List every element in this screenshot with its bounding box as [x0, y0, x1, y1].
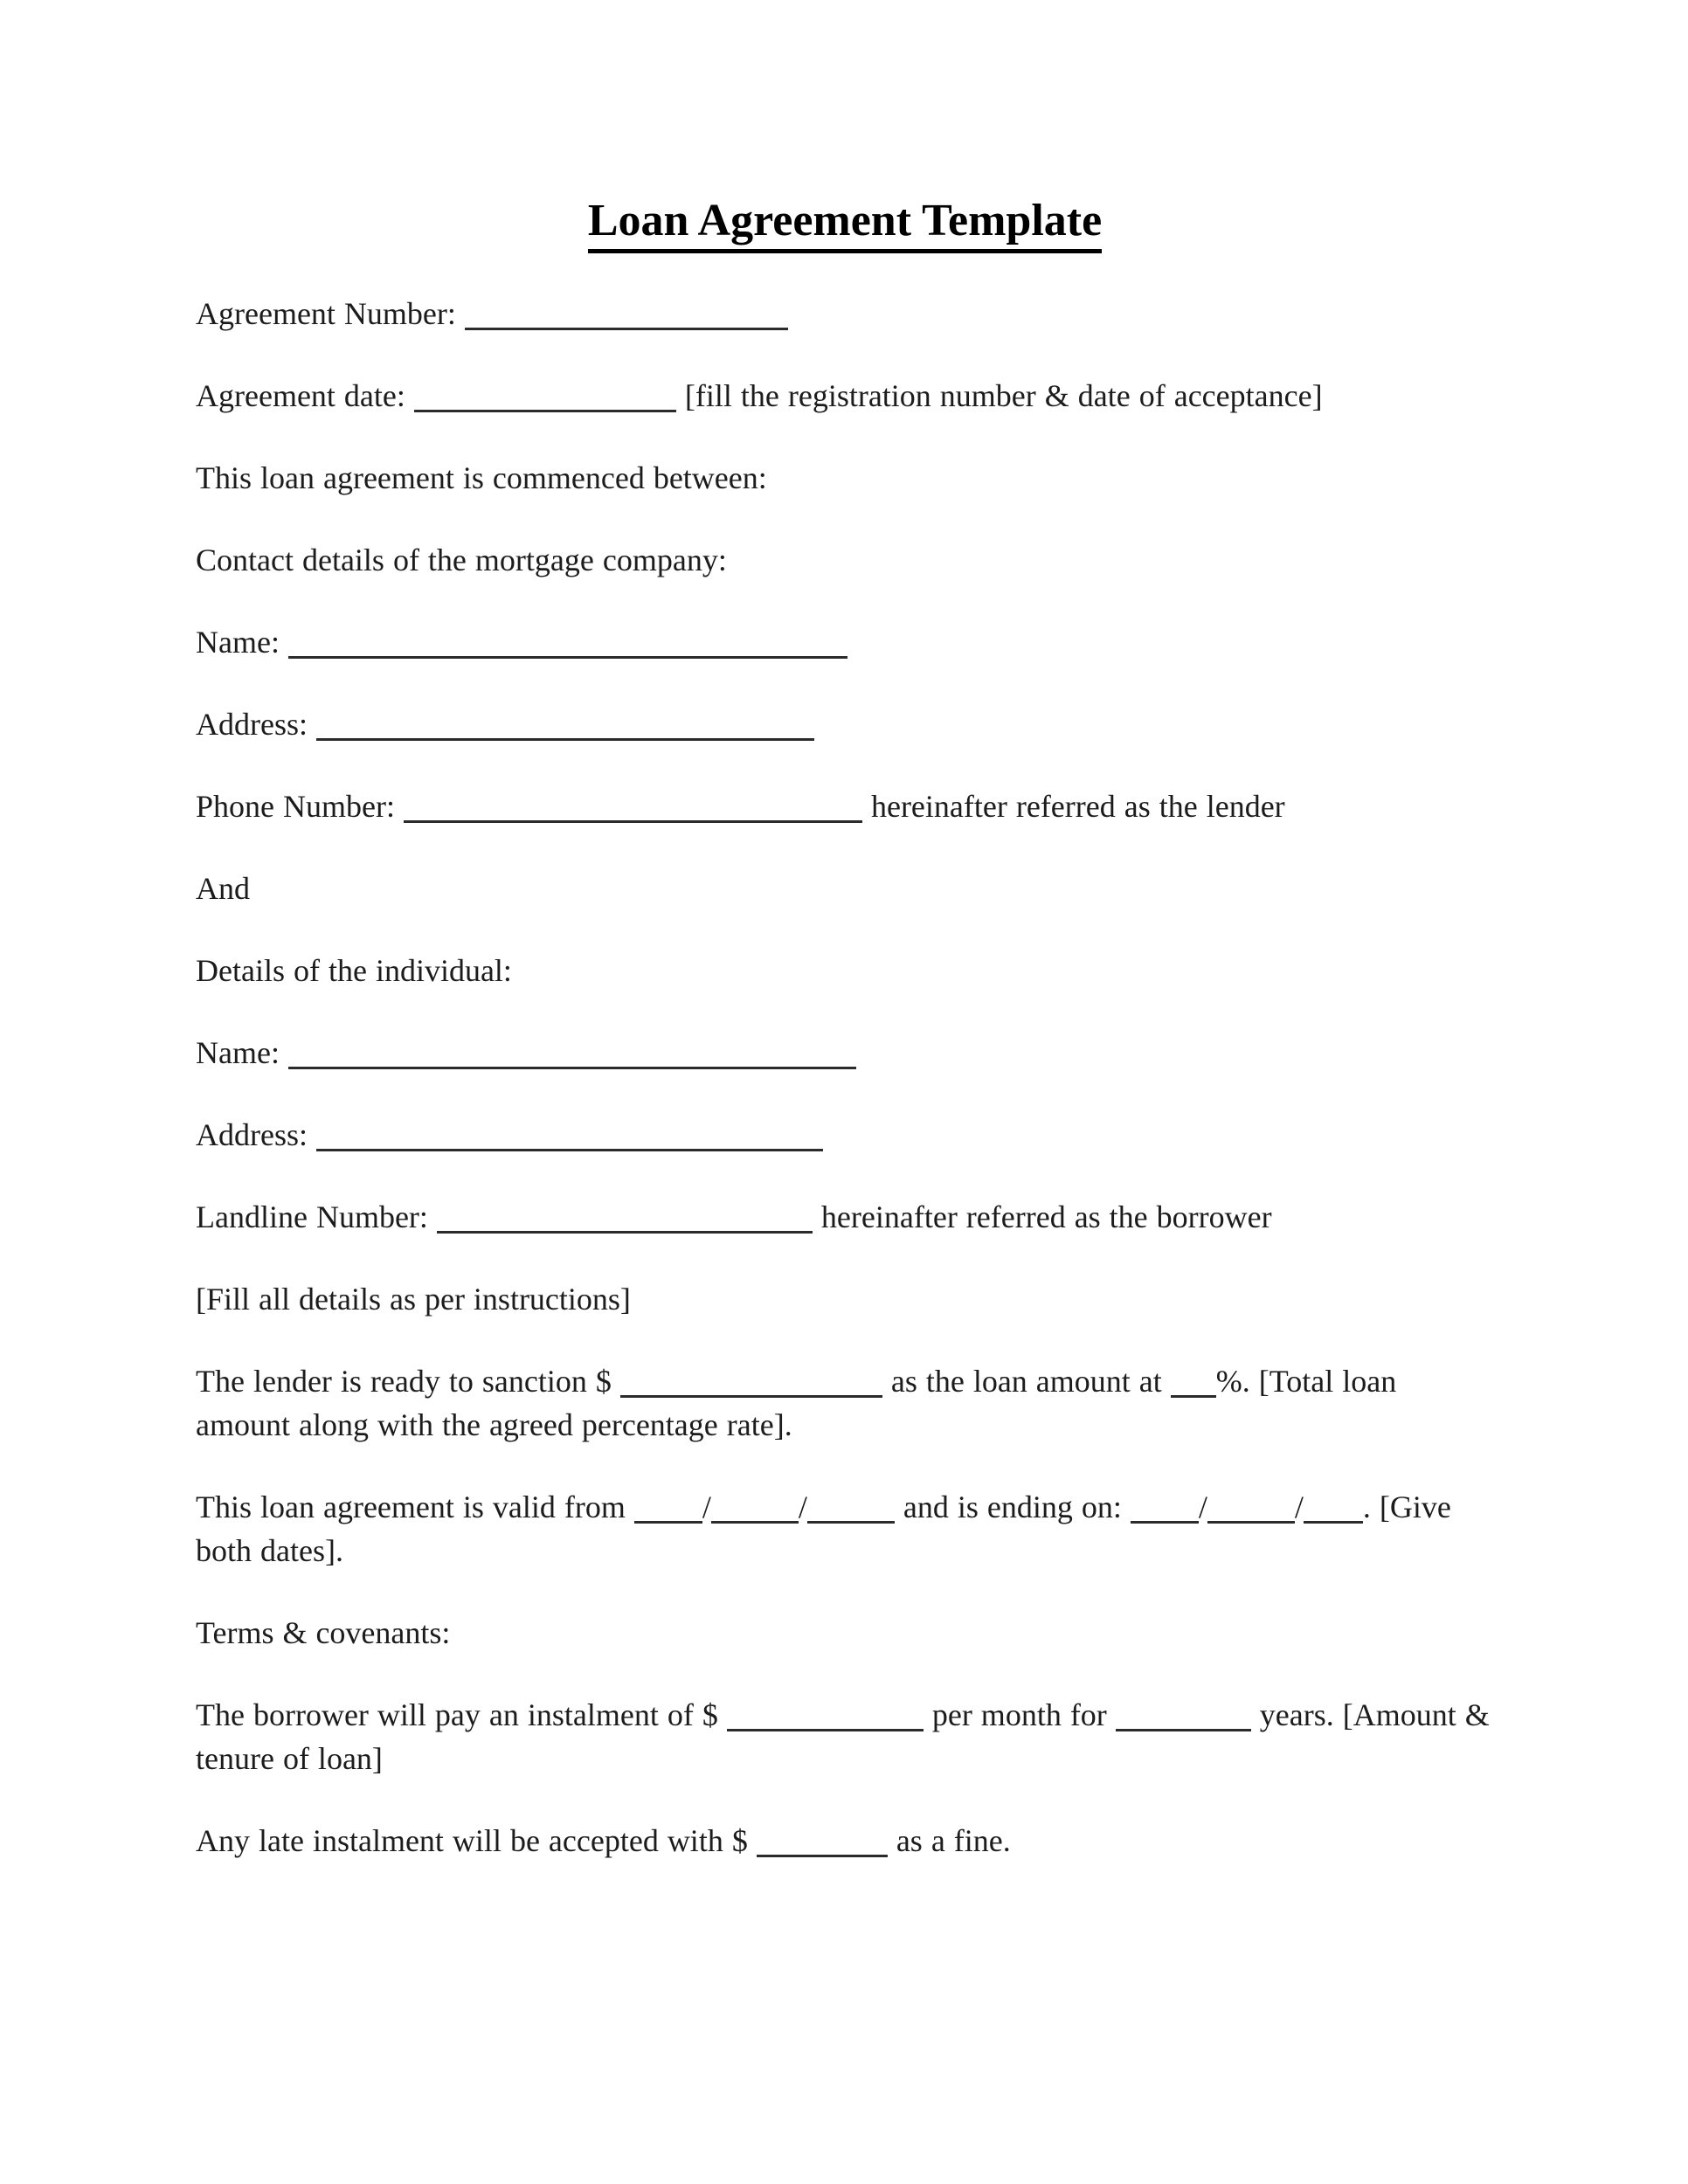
text-run: The borrower will pay an instalment of $ — [196, 1697, 727, 1732]
text-run: hereinafter referred as the borrower — [812, 1199, 1272, 1234]
text-run: as the loan amount at — [882, 1364, 1171, 1399]
text-run: This loan agreement is valid from — [196, 1489, 634, 1524]
blank-line — [288, 1040, 856, 1069]
paragraph-commencement-statement — [196, 456, 1494, 500]
blank-line — [727, 1703, 924, 1731]
paragraph-individual-landline — [196, 1195, 1494, 1239]
paragraph-individual-name — [196, 1031, 1494, 1075]
page-title-text: Loan Agreement Template — [588, 194, 1102, 253]
blank-line — [288, 630, 847, 659]
text-run: Any late instalment will be accepted with $ — [196, 1823, 757, 1858]
text-run: Name: — [196, 625, 288, 660]
text-run: Address: — [196, 707, 316, 742]
blank-line — [414, 384, 676, 412]
text-run: per month for — [923, 1697, 1116, 1732]
blank-line — [404, 794, 862, 823]
blank-line — [316, 712, 814, 741]
blank-line — [1131, 1495, 1199, 1524]
text-run: as a fine. — [887, 1823, 1011, 1858]
paragraph-individual-address — [196, 1113, 1494, 1157]
text-run: And — [196, 871, 250, 906]
text-run: years. [Amount & tenure of loan] — [196, 1697, 1490, 1776]
text-run: Contact details of the mortgage company: — [196, 543, 727, 577]
paragraph-and-connector — [196, 867, 1494, 910]
blank-line — [620, 1369, 882, 1398]
blank-line — [1207, 1495, 1295, 1524]
text-run: Name: — [196, 1035, 288, 1070]
paragraph-loan-amount-clause — [196, 1359, 1494, 1447]
blank-line — [1304, 1495, 1363, 1524]
text-run: Address: — [196, 1117, 316, 1152]
paragraph-fill-instructions-note — [196, 1277, 1494, 1321]
text-run: The lender is ready to sanction $ — [196, 1364, 620, 1399]
paragraph-agreement-number — [196, 292, 1494, 335]
text-run: / — [1198, 1489, 1207, 1524]
text-run: [Fill all details as per instructions] — [196, 1282, 631, 1317]
text-run: This loan agreement is commenced between: — [196, 460, 767, 495]
paragraph-company-address — [196, 702, 1494, 746]
paragraph-company-contact-heading — [196, 538, 1494, 582]
blank-line — [316, 1123, 823, 1151]
text-run: Agreement date: — [196, 378, 414, 413]
paragraph-instalment-clause — [196, 1693, 1494, 1780]
document-body — [196, 292, 1494, 1863]
paragraph-terms-covenants-heading — [196, 1611, 1494, 1655]
blank-line — [1171, 1369, 1216, 1398]
paragraph-company-name — [196, 620, 1494, 664]
paragraph-validity-period-clause — [196, 1485, 1494, 1572]
blank-line — [757, 1828, 888, 1857]
blank-line — [437, 1205, 813, 1234]
paragraph-agreement-date — [196, 374, 1494, 418]
blank-line — [465, 301, 788, 330]
text-run: Phone Number: — [196, 789, 404, 824]
text-run: hereinafter referred as the lender — [861, 789, 1285, 824]
paragraph-company-phone — [196, 784, 1494, 828]
blank-line — [807, 1495, 895, 1524]
paragraph-late-fine-clause — [196, 1819, 1494, 1863]
text-run: Details of the individual: — [196, 953, 512, 988]
text-run: Landline Number: — [196, 1199, 437, 1234]
text-run: / — [702, 1489, 711, 1524]
blank-line — [711, 1495, 799, 1524]
text-run: . [Give both dates]. — [196, 1489, 1451, 1568]
page-title — [196, 194, 1494, 253]
paragraph-individual-details-heading — [196, 949, 1494, 992]
blank-line — [634, 1495, 702, 1524]
blank-line — [1116, 1703, 1251, 1731]
text-run: %. [Total loan amount along with the agreed percentage rate]. — [196, 1364, 1397, 1442]
text-run: Agreement Number: — [196, 296, 465, 331]
text-run: and is ending on: — [894, 1489, 1131, 1524]
text-run: / — [798, 1489, 807, 1524]
text-run: [fill the registration number & date of acceptance] — [675, 378, 1323, 413]
text-run: / — [1294, 1489, 1304, 1524]
text-run: Terms & covenants: — [196, 1615, 451, 1650]
